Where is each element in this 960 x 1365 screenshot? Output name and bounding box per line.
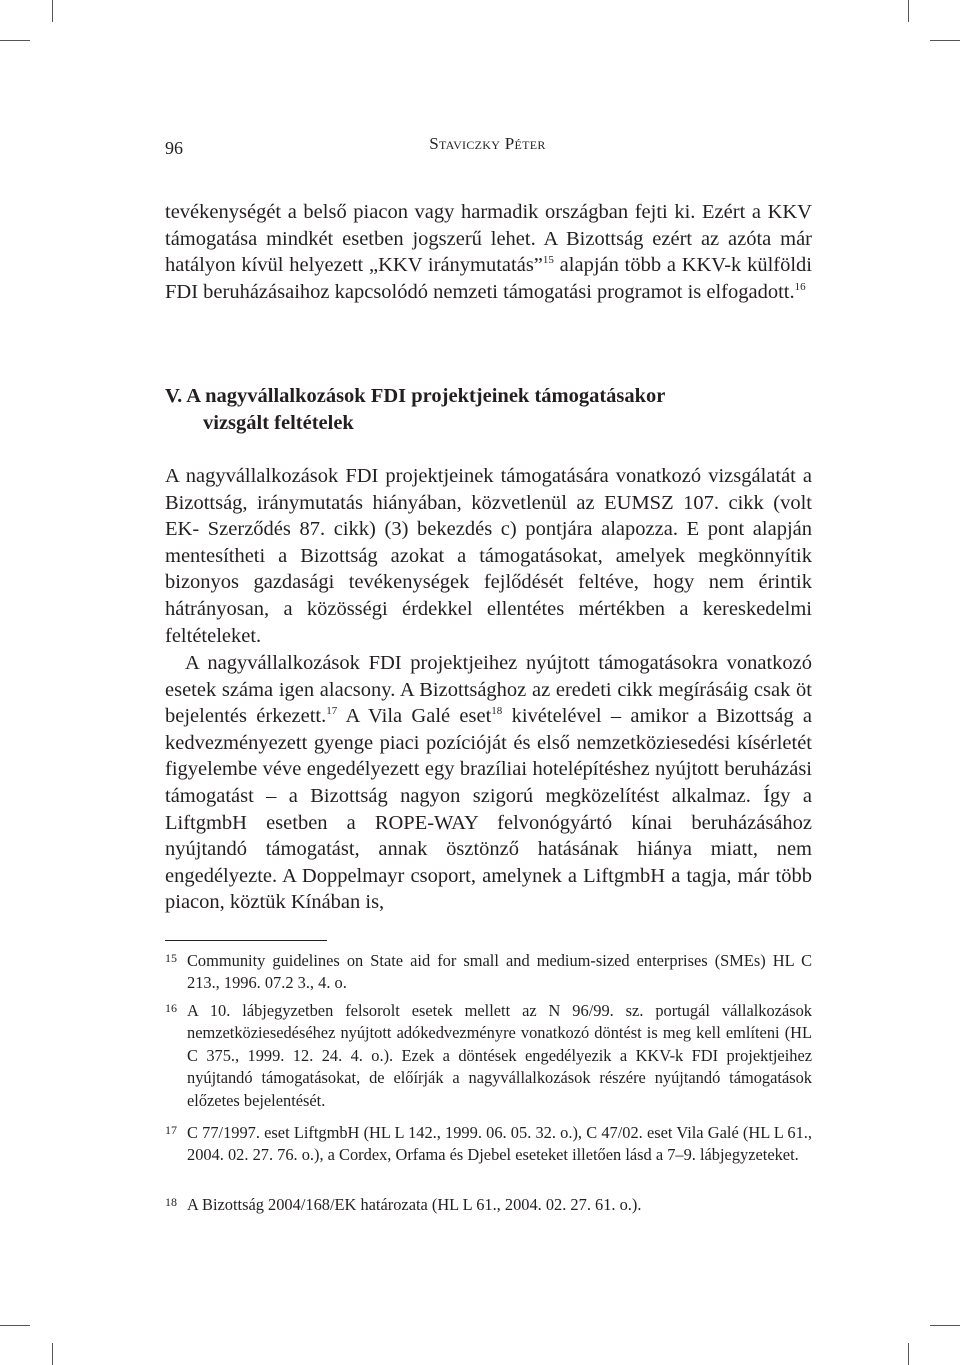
intro-text-a: tevékenységét a belső piacon vagy harmadik országban fejti ki. Ezért a KKV támogatása mindkét esetben jogszerű lehet. A Bizottság ezért az azóta már hatályon kívül helyezett „KKV iránymutatás” xyxy=(165,201,812,277)
para2-text-b: A Vila Galé eset xyxy=(337,705,492,728)
footnote-text: A 10. lábjegyzetben felsorolt esetek mellett az N 96/99. sz. portugál vállalkozások nemzetköziesedéséhez nyújtott adókedvezményre vonatkozó döntést is meg kell említeni (HL C 375., 1999. 12. 24. 4. o.). Ezek a döntések engedélyezik a KKV-k FDI projektjeihez nyújtandó támogatásokat, de előírják a nagyvállalkozások részére nyújtandó támogatások előzetes bejelentését. xyxy=(187,1001,812,1110)
section-number: V. xyxy=(165,385,183,407)
running-head-author: Staviczky Péter xyxy=(429,134,546,153)
footnote-ref-17: 17 xyxy=(326,705,338,718)
footnote-ref-15: 15 xyxy=(542,254,554,267)
running-head xyxy=(165,134,810,158)
footnote-text: Community guidelines on State aid for small and medium-sized enterprises (SMEs) HL C 213., 1996. 07.2 3., 4. o. xyxy=(187,951,812,993)
footnote-17 xyxy=(165,1122,812,1167)
footnote-number: 16 xyxy=(165,1001,177,1015)
footnote-number: 18 xyxy=(165,1195,177,1209)
footnote-15 xyxy=(165,950,812,995)
crop-mark-top-left xyxy=(52,0,53,22)
footnote-18 xyxy=(165,1194,812,1216)
intro-paragraph xyxy=(165,199,812,305)
footnote-ref-16: 16 xyxy=(794,280,806,293)
crop-mark-bottom-right xyxy=(908,1343,909,1365)
footnote-ref-18: 18 xyxy=(491,705,503,718)
footnote-number: 17 xyxy=(165,1123,177,1137)
footnote-separator xyxy=(165,940,327,941)
crop-mark-top-left-h xyxy=(0,40,30,41)
section-heading xyxy=(165,383,785,437)
section-title-line2: vizsgált feltételek xyxy=(203,412,354,434)
footnote-text: C 77/1997. eset LiftgmbH (HL L 142., 1999. 06. 05. 32. o.), C 47/02. eset Vila Galé (HL L 61., 2004. 02. 27. 76. o.), a Cordex, Orfama és Djebel eseteket illetően lásd a 7–9. lábjegyzeteket. xyxy=(187,1123,812,1165)
intro-text-b: alapján több a KKV-k külföldi FDI beruházásaihoz kapcsolódó nemzeti támogatási programot is elfogadott. xyxy=(165,254,812,303)
footnote-number: 15 xyxy=(165,951,177,965)
para2-text-a: A nagyvállalkozások FDI projektjeihez nyújtott támogatásokra vonatkozó esetek száma igen alacsony. A Bizottsághoz az eredeti cikk megírásáig csak öt bejelentés érkezett. xyxy=(165,652,812,728)
crop-mark-bottom-right-h xyxy=(930,1325,960,1326)
crop-mark-bottom-left xyxy=(52,1343,53,1365)
crop-mark-top-right-h xyxy=(930,40,960,41)
section-title-line1: A nagyvállalkozások FDI projektjeinek támogatásakor xyxy=(186,385,666,407)
footnote-16 xyxy=(165,1000,812,1112)
crop-mark-top-right xyxy=(908,0,909,22)
page-number: 96 xyxy=(165,138,183,158)
crop-mark-bottom-left-h xyxy=(0,1325,30,1326)
footnote-text: A Bizottság 2004/168/EK határozata (HL L 61., 2004. 02. 27. 61. o.). xyxy=(187,1195,642,1214)
para2-text-c: kivételével – amikor a Bizottság a kedvezményezett gyenge piaci pozícióját és első nemzetköziesedési kísérletét figyelembe véve engedélyezett egy brazíliai hotelépítéshez nyújtott beruházási támogatást – a Bizottság nagyon szigorú megközelítést alkalmaz. Így a LiftgmbH esetben a ROPE-WAY felvonógyártó kínai beruházásához nyújtandó támogatást, annak ösztönző hatásának hiánya miatt, nem engedélyezte. A Doppelmayr csoport, amelynek a LiftgmbH a tagja, már több piacon, köztük Kínában is, xyxy=(165,705,812,914)
body-paragraph-1: A nagyvállalkozások FDI projektjeinek támogatására vonatkozó vizsgálatát a Bizottság, iránymutatás hiányában, közvetlenül az EUMSZ 107. cikk (volt EK- Szerződés 87. cikk) (3) bekezdés c) pontjára alapozza. E pont alapján mentesítheti a Bizottság azokat a támogatásokat, amelyek megkönnyítik bizonyos gazdasági tevékenységek fejlődését feltéve, hogy nem érintik hátrányosan, a közösségi érdekkel ellentétes mértékben a kereskedelmi feltételeket. xyxy=(165,465,812,647)
body-paragraph-2 xyxy=(165,650,812,916)
